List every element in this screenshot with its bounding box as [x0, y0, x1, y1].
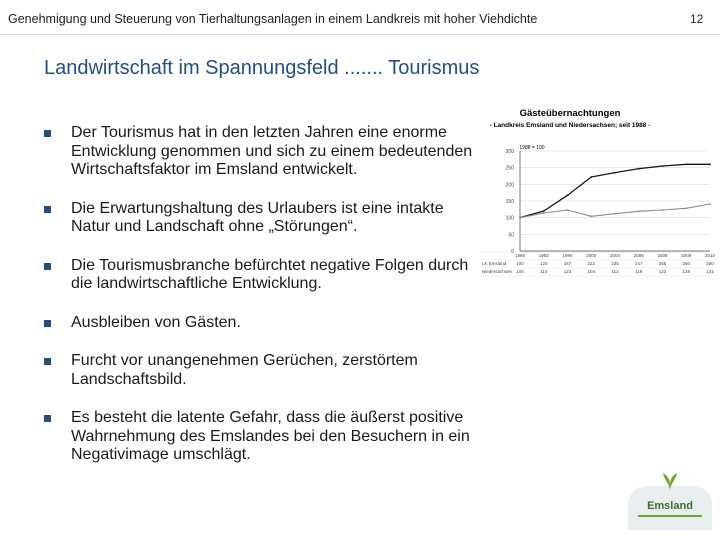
- bullet-square-icon: [44, 206, 51, 213]
- data-point: [567, 209, 569, 211]
- series-line: [520, 204, 710, 218]
- bullet-item: [44, 257, 474, 294]
- y-tick-label: 200: [505, 182, 514, 189]
- x-tick-label: 2006: [633, 253, 644, 258]
- chart-title: Gästeübernachtungen: [519, 108, 621, 119]
- bullet-item: [44, 352, 474, 389]
- x-tick-label: 1996: [562, 253, 573, 258]
- y-tick-label: 50: [508, 232, 514, 239]
- bullet-text: Ausbleiben von Gästen.: [71, 313, 241, 331]
- data-point: [519, 217, 521, 219]
- bullet-text: Die Tourismusbranche befürchtet negative Folgen durch die landwirtschaftliche Entwicklung.: [71, 256, 469, 292]
- data-label: 235: [611, 261, 619, 266]
- y-tick-label: 250: [505, 165, 514, 172]
- data-label: 255: [658, 261, 667, 266]
- data-point: [543, 212, 545, 214]
- series-label: LK Emsland: [482, 261, 507, 266]
- leaf-icon: [661, 470, 679, 492]
- x-tick-label: 1992: [538, 253, 549, 258]
- bullet-item: [44, 314, 474, 333]
- data-label: 167: [563, 261, 572, 266]
- data-label: 260: [706, 261, 714, 266]
- data-point: [614, 213, 616, 215]
- data-label: 128: [682, 269, 691, 274]
- bullet-square-icon: [44, 415, 51, 422]
- data-label: 123: [563, 269, 572, 274]
- x-tick-label: 2010: [704, 253, 716, 258]
- data-point: [638, 168, 640, 170]
- bullet-square-icon: [44, 320, 51, 327]
- x-tick-label: 2004: [609, 253, 621, 258]
- chart-data-table: [480, 252, 716, 276]
- data-label: 247: [634, 261, 643, 266]
- data-label: 100: [516, 269, 524, 274]
- bullet-square-icon: [44, 263, 51, 270]
- data-label: 100: [516, 261, 524, 266]
- data-label: 120: [539, 261, 548, 266]
- data-label: 114: [540, 269, 548, 274]
- bullet-text: Furcht vor unangenehmen Gerüchen, zerstörtem Landschaftsbild.: [71, 352, 418, 388]
- slide-title: Landwirtschaft im Spannungsfeld ....... Tourismus: [44, 57, 480, 79]
- bullet-square-icon: [44, 358, 51, 365]
- bullet-list: [44, 124, 474, 485]
- header-title: Genehmigung und Steuerung von Tierhaltungsanlagen in einem Landkreis mit hoher Viehdichte: [8, 12, 538, 26]
- data-label: 123: [658, 269, 667, 274]
- x-tick-label: 2009: [681, 253, 692, 258]
- bullet-item: [44, 124, 474, 180]
- header-divider: [0, 34, 720, 35]
- emsland-logo: [628, 470, 712, 530]
- chart-svg: [480, 103, 718, 293]
- data-point: [685, 163, 687, 165]
- x-tick-label: 2008: [657, 253, 668, 258]
- series-label: Niedersachsen: [482, 269, 513, 274]
- data-point: [709, 203, 711, 205]
- data-label: 141: [706, 269, 714, 274]
- bullet-item: [44, 409, 474, 465]
- chart-index-label: 1988 = 100: [519, 145, 545, 151]
- logo-text: Emsland: [647, 500, 693, 512]
- data-label: 104: [587, 269, 596, 274]
- bullet-text: Der Tourismus hat in den letzten Jahren eine enorme Entwicklung genommen und sich zu einem bedeutenden Wirtschaftsfaktor im Emsland entwickelt.: [71, 124, 473, 178]
- data-label: 119: [635, 269, 643, 274]
- overnight-stays-chart: [480, 103, 718, 293]
- data-point: [662, 209, 664, 211]
- data-point: [614, 172, 616, 174]
- data-point: [638, 210, 640, 212]
- data-label: 260: [682, 261, 691, 266]
- data-point: [590, 176, 592, 178]
- chart-series: [519, 163, 711, 218]
- data-label: 112: [611, 269, 619, 274]
- y-tick-label: 100: [505, 215, 514, 222]
- y-tick-label: 150: [505, 199, 514, 205]
- x-tick-label: 1988: [514, 253, 526, 258]
- bullet-text: Die Erwartungshaltung des Urlaubers ist eine intakte Natur und Landschaft ohne „Störungen“.: [71, 199, 444, 235]
- data-point: [543, 210, 545, 212]
- logo-underline: [638, 515, 702, 517]
- data-point: [662, 165, 664, 167]
- data-point: [709, 163, 711, 165]
- y-tick-label: 300: [505, 149, 514, 155]
- chart-subtitle: - Landkreis Emsland und Niedersachsen; seit 1988 -: [489, 122, 651, 129]
- data-label: 222: [587, 261, 596, 266]
- y-tick-label: 0: [511, 249, 514, 255]
- page-number: 12: [690, 12, 704, 26]
- x-tick-label: 2000: [586, 253, 597, 258]
- bullet-square-icon: [44, 130, 51, 137]
- bullet-item: [44, 200, 474, 237]
- data-point: [685, 207, 687, 209]
- chart-grid: [520, 151, 710, 234]
- bullet-text: Es besteht die latente Gefahr, dass die äußerst positive Wahrnehmung des Emslandes bei den Besuchern in ein Negativimage umschlägt.: [71, 409, 470, 463]
- data-point: [567, 194, 569, 196]
- data-point: [590, 215, 592, 217]
